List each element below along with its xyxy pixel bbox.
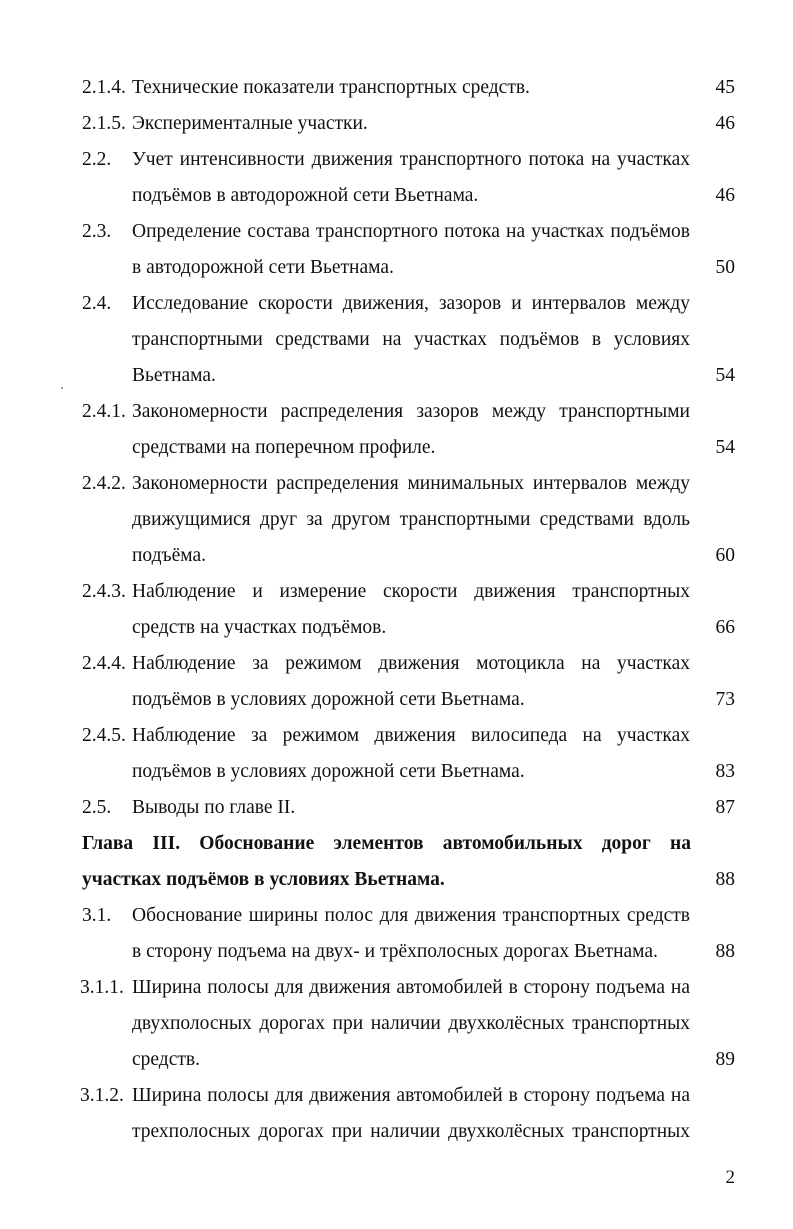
toc-entry-page: 83 (715, 761, 735, 782)
toc-entry-page: 54 (715, 437, 735, 458)
page-number: 2 (725, 1167, 735, 1188)
toc-entry-title: Наблюдение и измерение скорости движения транспортных (132, 581, 690, 602)
toc-entry-continuation[interactable] (0, 682, 793, 718)
toc-entry[interactable] (0, 466, 793, 502)
toc-entry-page: 46 (715, 185, 735, 206)
toc-entry-title: Наблюдение за режимом движения вилосипеда на участках (132, 725, 690, 746)
toc-entry-title: транспортными средствами на участках подъёмов в условиях (132, 329, 690, 350)
toc-entry-title: в сторону подъема на двух- и трёхполосных дорогах Вьетнама. (132, 941, 658, 962)
toc-entry-title: средствами на поперечном профиле. (132, 437, 436, 458)
toc-entry-title: Учет интенсивности движения транспортного потока на участках (132, 149, 690, 170)
toc-entry-title: подъёмов в условиях дорожной сети Вьетнама. (132, 689, 525, 710)
toc-entry[interactable] (0, 574, 793, 610)
toc-entry-title: Наблюдение за режимом движения мотоцикла на участках (132, 653, 690, 674)
toc-entry-page: 66 (715, 617, 735, 638)
toc-entry[interactable] (0, 70, 793, 106)
toc-entry[interactable] (0, 790, 793, 826)
toc-entry-continuation[interactable] (0, 430, 793, 466)
toc-entry-continuation[interactable] (0, 1006, 793, 1042)
toc-entry-page: 88 (715, 869, 735, 890)
toc-entry[interactable] (0, 214, 793, 250)
toc-entry[interactable] (0, 718, 793, 754)
toc-chapter-heading-continuation[interactable] (0, 862, 793, 898)
toc-entry-number: 2.5. (82, 797, 112, 818)
toc-entry-page: 45 (715, 77, 735, 98)
toc-entry-page: 60 (715, 545, 735, 566)
toc-entry-number: 2.4.4. (82, 653, 126, 674)
toc-entry-page: 87 (715, 797, 735, 818)
toc-entry-page: 50 (715, 257, 735, 278)
toc-entry-title: движущимися друг за другом транспортными средствами вдоль (132, 509, 690, 530)
toc-entry-title: Определение состава транспортного потока на участках подъёмов (132, 221, 690, 242)
toc-chapter-heading[interactable] (0, 826, 793, 862)
toc-entry-title: средств на участках подъёмов. (132, 617, 387, 638)
toc-entry-title: Исследование скорости движения, зазоров и интервалов между (132, 293, 690, 314)
toc-entry[interactable] (0, 1078, 793, 1114)
toc-entry-page: 88 (715, 941, 735, 962)
toc-entry-title: Ширина полосы для движения автомобилей в сторону подъема на (132, 977, 690, 998)
toc-entry-title: Закономерности распределения зазоров между транспортными (132, 401, 690, 422)
toc-entry-title: Выводы по главе II. (132, 797, 296, 818)
toc-entry-title: Эксперименталные участки. (132, 113, 368, 134)
toc-entry-number: 3.1.2. (80, 1085, 124, 1106)
toc-entry-title: Ширина полосы для движения автомобилей в сторону подъема на (132, 1085, 690, 1106)
toc-entry-number: 2.4.3. (82, 581, 126, 602)
toc-entry-number: 2.4.2. (82, 473, 126, 494)
toc-entry-continuation[interactable] (0, 934, 793, 970)
toc-entry[interactable] (0, 286, 793, 322)
toc-entry-title: Технические показатели транспортных средств. (132, 77, 530, 98)
toc-entry[interactable] (0, 898, 793, 934)
toc-entry-title: средств. (132, 1049, 200, 1070)
toc-entry-title: в автодорожной сети Вьетнама. (132, 257, 394, 278)
toc-entry-continuation[interactable] (0, 538, 793, 574)
scan-speck (61, 387, 63, 389)
toc-entry-page: 73 (715, 689, 735, 710)
toc-entry-number: 2.3. (82, 221, 112, 242)
toc-entry-continuation[interactable] (0, 358, 793, 394)
toc-entry-title: двухполосных дорогах при наличии двухколёсных транспортных (132, 1013, 690, 1034)
toc-entry-title: Обоснование ширины полос для движения транспортных средств (132, 905, 690, 926)
toc-entry-title: подъёмов в автодорожной сети Вьетнама. (132, 185, 479, 206)
toc-entry[interactable] (0, 106, 793, 142)
toc-entry-title: подъёмов в условиях дорожной сети Вьетнама. (132, 761, 525, 782)
toc-entry[interactable] (0, 142, 793, 178)
toc-entry-number: 2.1.4. (82, 77, 126, 98)
toc-entry-page: 89 (715, 1049, 735, 1070)
toc-entry-number: 2.2. (82, 149, 112, 170)
toc-entry-number: 2.4.5. (82, 725, 126, 746)
toc-chapter-title: участках подъёмов в условиях Вьетнама. (82, 869, 445, 890)
toc-entry-number: 3.1. (82, 905, 112, 926)
toc-entry-number: 2.4. (82, 293, 112, 314)
toc-entry-title: Закономерности распределения минимальных интервалов между (132, 473, 690, 494)
toc-entry-continuation[interactable] (0, 502, 793, 538)
toc-entry[interactable] (0, 646, 793, 682)
toc-entry[interactable] (0, 970, 793, 1006)
toc-entry-title: подъёма. (132, 545, 207, 566)
toc-entry-page: 46 (715, 113, 735, 134)
toc-entry-page: 54 (715, 365, 735, 386)
toc-entry-number: 3.1.1. (80, 977, 124, 998)
toc-entry-continuation[interactable] (0, 754, 793, 790)
toc-entry-title: трехполосных дорогах при наличии двухколёсных транспортных (132, 1121, 690, 1142)
toc-entry[interactable] (0, 394, 793, 430)
toc-entry-continuation[interactable] (0, 322, 793, 358)
toc-entry-continuation[interactable] (0, 1114, 793, 1150)
toc-entry-number: 2.4.1. (82, 401, 126, 422)
toc-entry-continuation[interactable] (0, 250, 793, 286)
toc-chapter-title: Глава III. Обоснование элементов автомобильных дорог на (82, 833, 691, 854)
toc-entry-title: Вьетнама. (132, 365, 216, 386)
toc-entry-continuation[interactable] (0, 610, 793, 646)
toc-entry-continuation[interactable] (0, 178, 793, 214)
toc-entry-continuation[interactable] (0, 1042, 793, 1078)
toc-entry-number: 2.1.5. (82, 113, 126, 134)
